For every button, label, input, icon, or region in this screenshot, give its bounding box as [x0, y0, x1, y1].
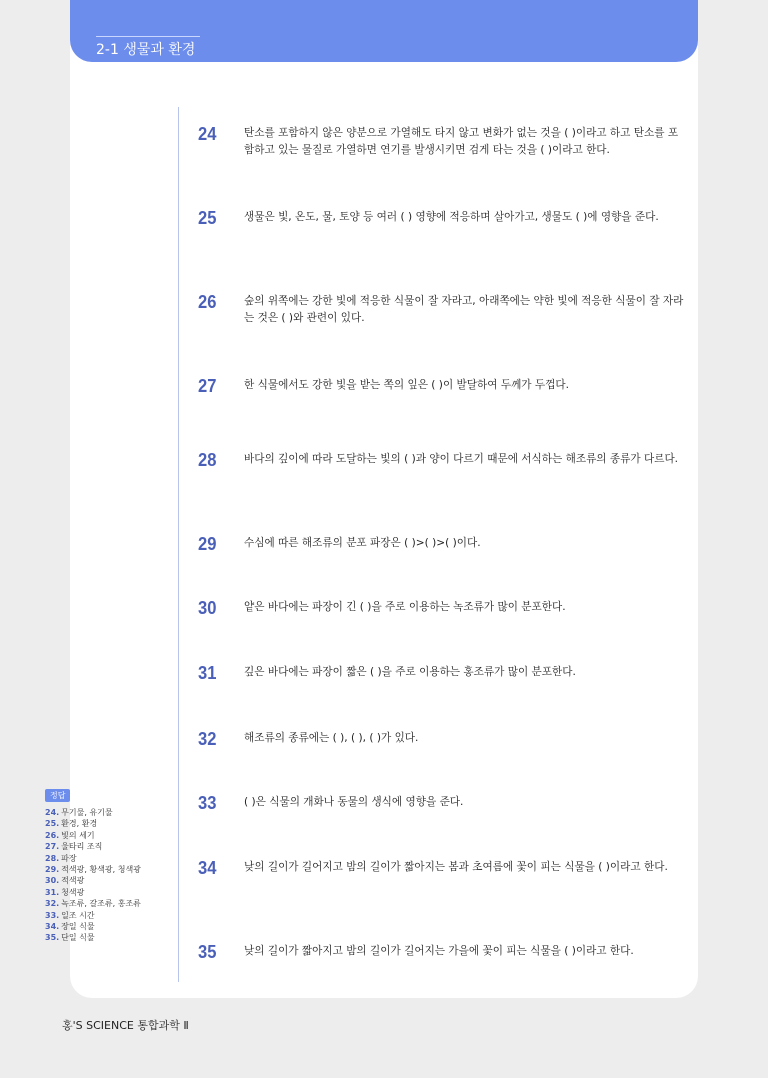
question-number: 24: [198, 124, 217, 144]
answer-item: 26. 빛의 세기: [45, 830, 95, 840]
question-text: 숲의 위쪽에는 강한 빛에 적응한 식물이 잘 자라고, 아래쪽에는 약한 빛에 적응한 식물이 잘 자라는 것은 ( )와 관련이 있다.: [244, 295, 684, 324]
question-text: 해조류의 종류에는 ( ), ( ), ( )가 있다.: [244, 732, 419, 744]
answer-list: [45, 807, 175, 944]
answer-item: 35. 단일 식물: [45, 933, 95, 943]
question-number: 28: [198, 450, 217, 470]
answer-item: 28. 파장: [45, 853, 77, 863]
question-text: 낮의 길이가 짧아지고 밤의 길이가 길어지는 가을에 꽃이 피는 식물을 ( )이라고 한다.: [244, 945, 634, 957]
margin-divider: [178, 107, 179, 982]
question-text: 깊은 바다에는 파장이 짧은 ( )을 주로 이용하는 홍조류가 많이 분포한다.: [244, 666, 576, 678]
question-number: 27: [198, 376, 217, 396]
answer-item: 30. 적색광: [45, 876, 85, 886]
answer-item: 33. 일조 시간: [45, 910, 95, 920]
question-number: 34: [198, 858, 217, 878]
question-number: 26: [198, 292, 217, 312]
question-text: 생물은 빛, 온도, 물, 토양 등 여러 ( ) 영향에 적응하며 살아가고, 생물도 ( )에 영향을 준다.: [244, 211, 659, 223]
answer-item: 34. 장일 식물: [45, 922, 95, 932]
answer-item: 31. 청색광: [45, 887, 85, 897]
question-number: 35: [198, 942, 217, 962]
question-text: ( )은 식물의 개화나 동물의 생식에 영향을 준다.: [244, 796, 464, 808]
answer-badge: 정답: [45, 789, 70, 802]
question-number: 30: [198, 598, 217, 618]
answer-item: 27. 울타리 조직: [45, 842, 103, 852]
question-text: 탄소를 포함하지 않은 양분으로 가열해도 타지 않고 변화가 없는 것을 ( )이라고 하고 탄소를 포함하고 있는 물질로 가열하면 연기를 발생시키면 검게 타는 것을 ( )이라고 한다.: [244, 127, 679, 156]
question-text: 얕은 바다에는 파장이 긴 ( )을 주로 이용하는 녹조류가 많이 분포한다.: [244, 601, 566, 613]
question-text: 낮의 길이가 길어지고 밤의 길이가 짧아지는 봄과 초여름에 꽃이 피는 식물을 ( )이라고 한다.: [244, 861, 668, 873]
answer-item: 24. 무기물, 유기물: [45, 808, 113, 817]
answer-item: 29. 적색광, 황색광, 청색광: [45, 865, 141, 875]
answer-key: [45, 783, 175, 944]
header-underline: [96, 36, 200, 37]
answer-item: 25. 환경, 환경: [45, 819, 98, 829]
question-number: 31: [198, 663, 217, 683]
question-text: 한 식물에서도 강한 빛을 받는 쪽의 잎은 ( )이 발달하여 두께가 두껍다.: [244, 379, 569, 391]
question-text: 바다의 깊이에 따라 도달하는 빛의 ( )과 양이 다르기 때문에 서식하는 해조류의 종류가 다르다.: [244, 453, 679, 465]
question-number: 32: [198, 729, 217, 749]
answer-item: 32. 녹조류, 갈조류, 홍조류: [45, 899, 141, 909]
footer-title: 홍'S SCIENCE 통합과학 Ⅱ: [62, 1019, 189, 1032]
section-title: 2-1 생물과 환경: [96, 42, 196, 58]
question-number: 33: [198, 793, 217, 813]
question-number: 25: [198, 208, 217, 228]
question-number: 29: [198, 534, 217, 554]
question-text: 수심에 따른 해조류의 분포 파장은 ( )>( )>( )이다.: [244, 537, 481, 549]
